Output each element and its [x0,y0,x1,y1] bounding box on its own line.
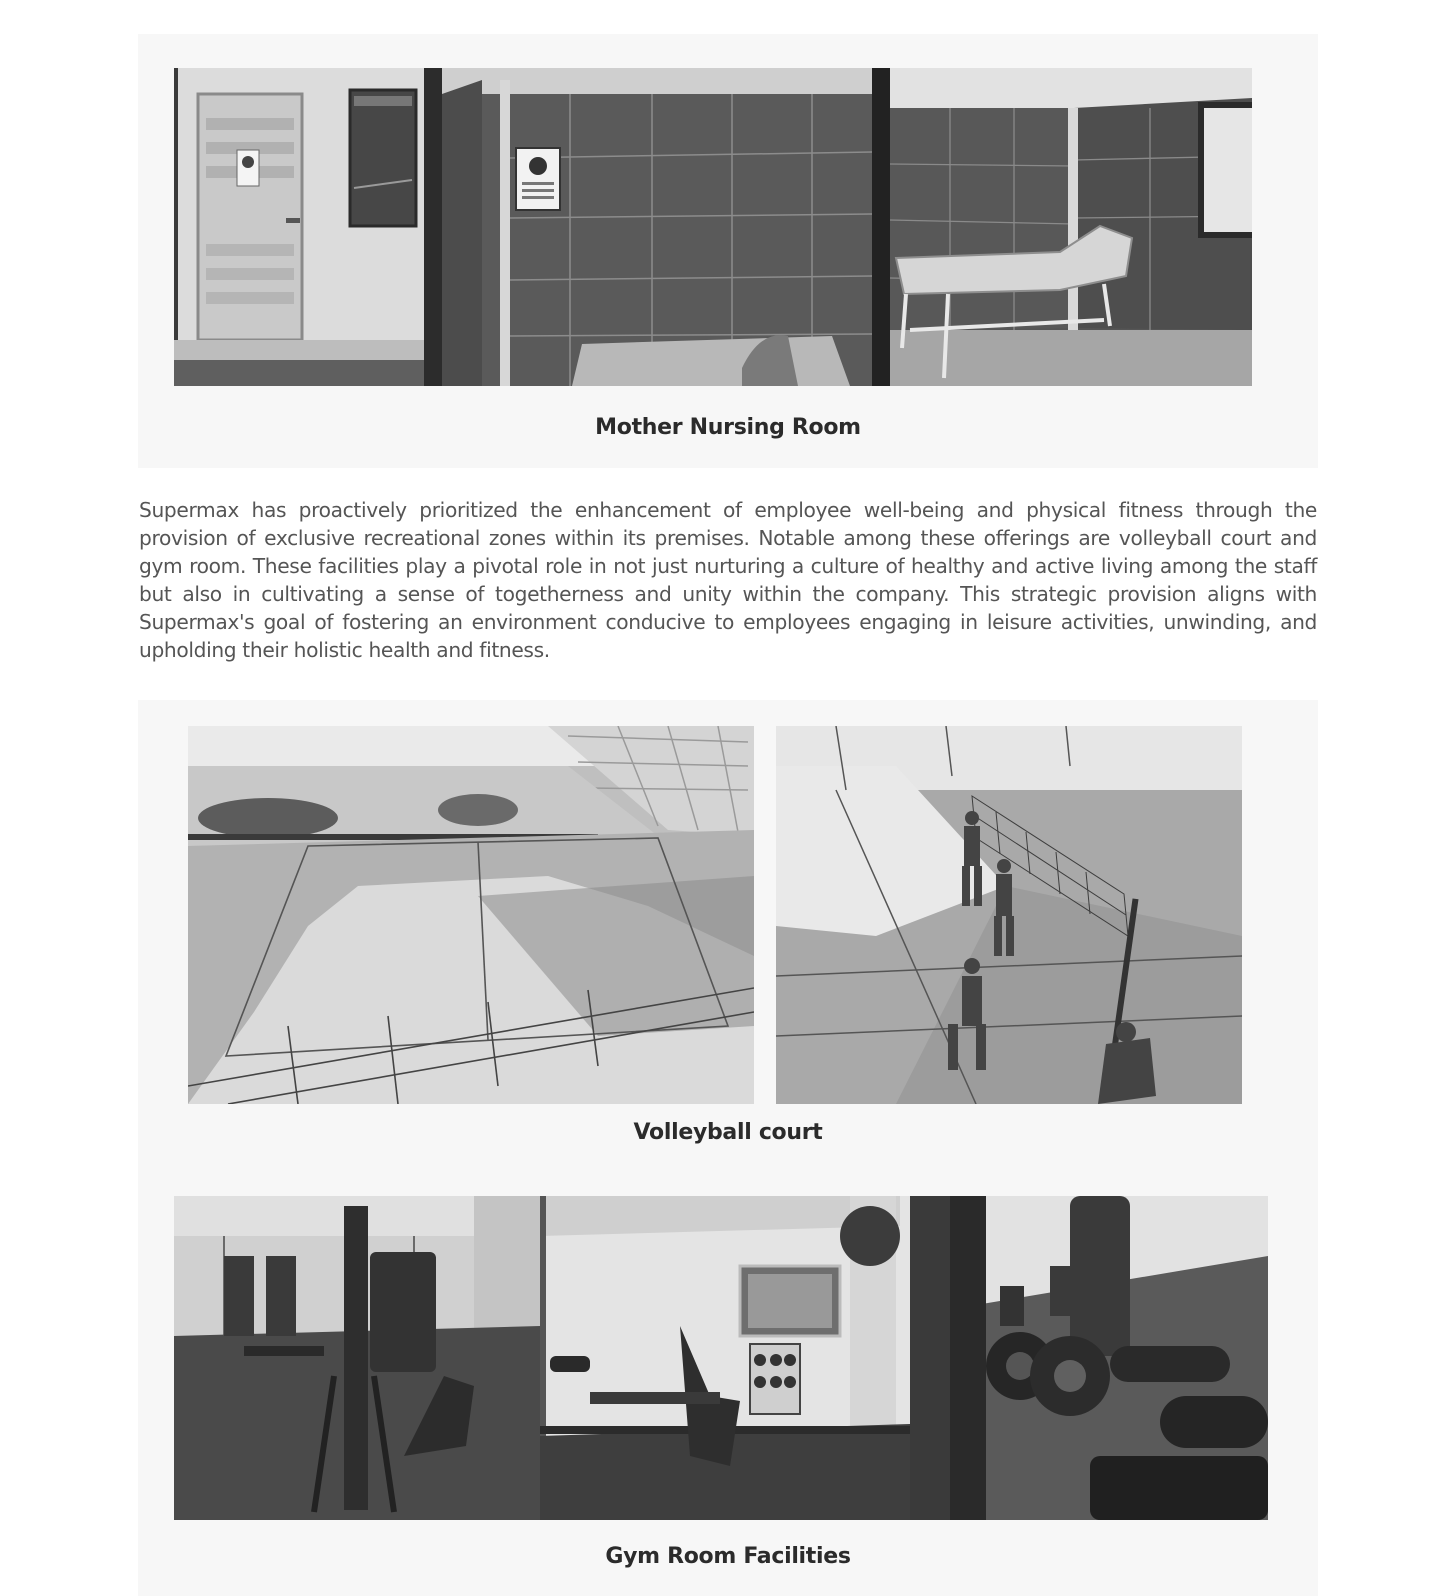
volleyball-court-caption: Volleyball court [633,1120,823,1145]
nursing-room-caption: Mother Nursing Room [595,415,861,440]
gym-room-machines-photo [174,1196,540,1520]
nursing-room-door-photo [174,68,442,386]
nursing-room-panel [138,34,1318,468]
volleyball-players-photo [776,726,1242,1104]
gym-room-caption: Gym Room Facilities [605,1544,851,1569]
nursing-room-bed-photo [890,68,1252,386]
nursing-room-table-photo [442,68,890,386]
gym-room-bench-photo [540,1196,910,1520]
recreation-panel [138,700,1318,1596]
volleyball-court-empty-photo [188,726,754,1104]
gym-room-leg-machine-photo [910,1196,1268,1520]
recreation-intro-paragraph: Supermax has proactively prioritized the enhancement of employee well-being and physical fitness through the provision of exclusive recreational zones within its premises. Notable among these offerings are volleyball court and gym room. These facilities play a pivotal role in not just nurturing a culture of healthy and active living among the staff but also in cultivating a sense of togetherness and unity within the company. This strategic provision aligns with Supermax's goal of fostering an environment conducive to employees engaging in leisure activities, unwinding, and upholding their holistic health and fitness. [139,498,1317,662]
